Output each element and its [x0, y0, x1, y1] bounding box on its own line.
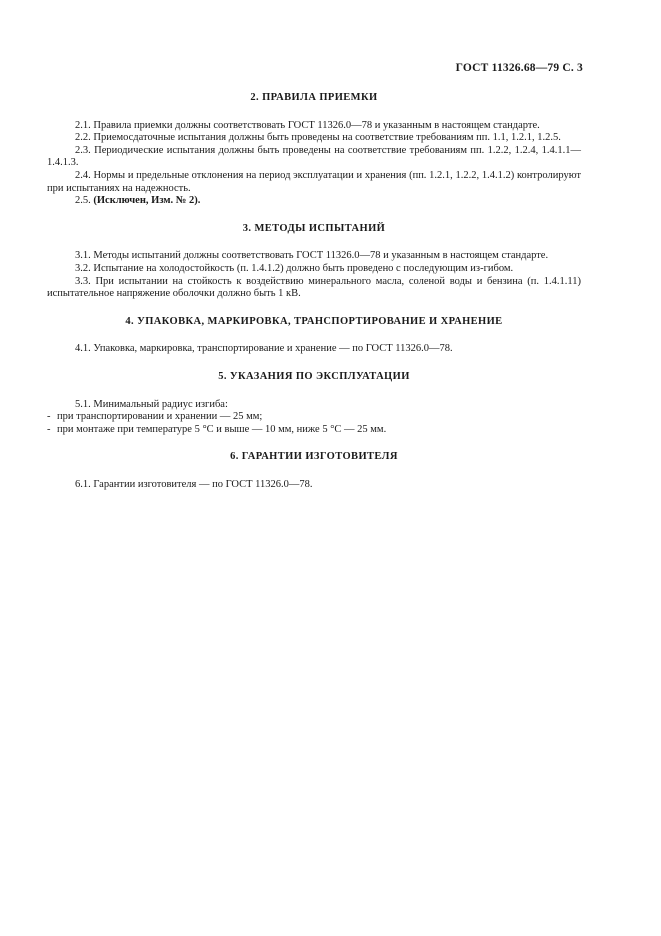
- clause-3-1: 3.1. Методы испытаний должны соответствовать ГОСТ 11326.0—78 и указанным в настоящем стандарте.: [75, 250, 549, 262]
- document-body: [47, 92, 581, 491]
- clause-2-2: 2.2. Приемосдаточные испытания должны быть проведены на соответствие требованиям пп. 1.1, 1.2.1, 1.2.5.: [75, 132, 561, 144]
- section-heading: 5. УКАЗАНИЯ ПО ЭКСПЛУАТАЦИИ: [218, 370, 410, 382]
- clause-6-1: 6.1. Гарантии изготовителя — по ГОСТ 11326.0—78.: [75, 478, 313, 490]
- dash-text: при монтаже при температуре 5 °С и выше — 10 мм, ниже 5 °С — 25 мм.: [57, 423, 387, 435]
- dash-text: при транспортировании и хранении — 25 мм;: [57, 411, 263, 423]
- excluded-note: (Исключен, Изм. № 2).: [93, 195, 201, 207]
- section-heading: 2. ПРАВИЛА ПРИЕМКИ: [250, 92, 378, 103]
- dash-mark: -: [47, 423, 51, 435]
- section-heading: 3. МЕТОДЫ ИСПЫТАНИЙ: [242, 222, 386, 234]
- dash-item: [47, 424, 581, 437]
- clause-3-3: 3.3. При испытании на стойкость к воздействию минерального масла, соленой воды и бензина (п. 1.4.1.11) испытательное напряжение оболочки должно быть 1 кВ.: [47, 275, 581, 300]
- clause-number: 2.5.: [75, 195, 91, 207]
- section-packaging: [47, 316, 581, 356]
- section-heading: 6. ГАРАНТИИ ИЗГОТОВИТЕЛЯ: [230, 451, 398, 463]
- section-acceptance-rules: [47, 92, 581, 208]
- section-heading: 4. УПАКОВКА, МАРКИРОВКА, ТРАНСПОРТИРОВАНИЕ И ХРАНЕНИЕ: [125, 315, 503, 327]
- clause-2-1: 2.1. Правила приемки должны соответствовать ГОСТ 11326.0—78 и указанным в настоящем стандарте.: [75, 119, 540, 131]
- clause-5-1: 5.1. Минимальный радиус изгиба:: [75, 398, 228, 410]
- section-test-methods: [47, 223, 581, 301]
- clause-2-4: 2.4. Нормы и предельные отклонения на период эксплуатации и хранения (пп. 1.2.1, 1.2.2, 1.4.1.2) контролируют при испытаниях на надежность.: [47, 169, 581, 194]
- clause-2-3: 2.3. Периодические испытания должны быть проведены на соответствие требованиям пп. 1.2.2, 1.2.4, 1.4.1.1—1.4.1.3.: [47, 144, 581, 169]
- section-operation: [47, 371, 581, 436]
- dash-mark: -: [47, 411, 51, 423]
- page-header: ГОСТ 11326.68—79 С. 3: [455, 62, 583, 74]
- clause-2-5: [47, 195, 581, 208]
- section-warranty: [47, 451, 581, 491]
- clause-3-2: 3.2. Испытание на холодостойкость (п. 1.4.1.2) должно быть проведено с последующим из-гибом.: [75, 262, 514, 274]
- clause-4-1: 4.1. Упаковка, маркировка, транспортирование и хранение — по ГОСТ 11326.0—78.: [75, 343, 453, 355]
- dash-item: [47, 411, 581, 424]
